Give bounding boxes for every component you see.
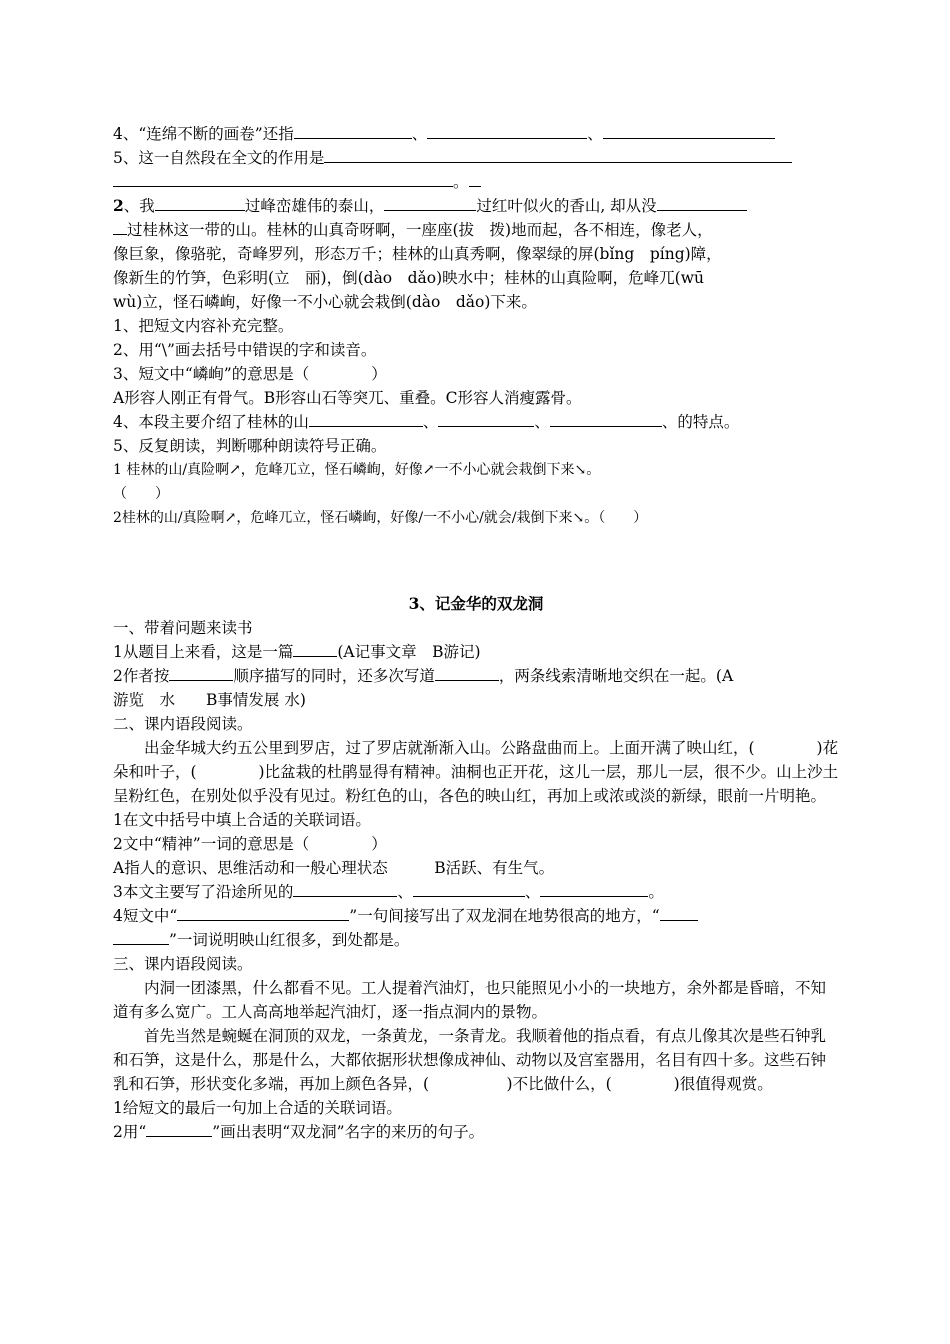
heading-2: 二、课内语段阅读。 <box>113 715 253 733</box>
question-4: 4、本段主要介绍了桂林的山 、 、 、的特点。 <box>113 410 839 434</box>
heading-3: 三、课内语段阅读。 <box>113 955 253 973</box>
answer-blank[interactable] <box>155 194 245 211</box>
answer-blank[interactable] <box>438 410 534 427</box>
answer-blank[interactable] <box>293 880 397 897</box>
question-5-continuation: 。 <box>113 170 839 194</box>
question-b4: 4短文中“ ”一句间接写出了双龙洞在地势很高的地方，“ <box>113 904 839 928</box>
question-4-line: 4、“连绵不断的画卷”还指 、 、 <box>113 122 839 146</box>
question-5-line: 5、这一自然段在全文的作用是 <box>113 146 839 170</box>
question-a1: 1从题目上来看，这是一篇 (A记事文章 B游记) <box>113 640 839 664</box>
answer-blank[interactable] <box>603 122 775 139</box>
answer-blank[interactable] <box>309 410 423 427</box>
reading-paragraph-2: 内洞一团漆黑，什么都看不见。工人提着汽油灯，也只能照见小小的一块地方，余外都是昏暗，不知道有多么宽广。工人高高地举起汽油灯，逐一指点洞内的景物。 <box>113 979 827 1021</box>
passage-2-line-2: 过桂林这一带的山。桂林的山真奇呀啊，一座座(拔 拨)地而起，各不相连，像老人， <box>113 218 839 242</box>
question-1: 1、把短文内容补充完整。 <box>113 317 294 335</box>
reading-option-2: 2桂林的山/真险啊↗，危峰兀立，怪石嶙峋，好像/一不小心/就会/栽倒下来↘。（ ） <box>113 510 648 526</box>
question-b1: 1在文中括号中填上合适的关联词语。 <box>113 811 371 829</box>
answer-blank[interactable] <box>435 664 499 681</box>
heading-1: 一、带着问题来读书 <box>113 619 253 637</box>
question-b4-continuation: ”一词说明映山红很多，到处都是。 <box>113 928 839 952</box>
answer-blank[interactable] <box>550 410 662 427</box>
answer-blank[interactable] <box>540 880 648 897</box>
question-b2-options: A指人的意识、思维活动和一般心理状态 B活跃、有生气。 <box>113 859 555 877</box>
passage-2-line-4: 像新生的竹笋，色彩明(立 丽)，倒(dào dǎo)映水中；桂林的山真险啊，危峰兀(wū <box>113 269 704 287</box>
question-b2: 2文中“精神”一词的意思是（ ） <box>113 835 387 853</box>
answer-blank[interactable] <box>293 640 337 657</box>
answer-blank[interactable] <box>169 664 233 681</box>
answer-blank[interactable] <box>324 146 792 163</box>
answer-blank[interactable] <box>413 880 525 897</box>
passage-2-line-1: 2、我 过峰峦雄伟的泰山， 过红叶似火的香山, 却从没 <box>113 194 839 218</box>
answer-blank[interactable] <box>660 904 698 921</box>
section-3-title: 3、记金华的双龙洞 <box>408 594 544 613</box>
question-a2-continuation: 游览 水 B事情发展 水) <box>113 691 306 709</box>
passage-2-line-5: wù)立，怪石嶙峋，好像一不小心就会栽倒(dào dǎo)下来。 <box>113 293 537 311</box>
question-c1: 1给短文的最后一句加上合适的关联词语。 <box>113 1099 402 1117</box>
answer-blank[interactable] <box>384 194 476 211</box>
reading-paragraph-1: 出金华城大约五公里到罗店，过了罗店就渐渐入山。公路盘曲而上。上面开满了映山红，( )花朵和叶子，( )比盆栽的杜鹃显得有精神。油桐也正开花，这儿一层，那儿一层，很不少。山上沙土呈粉红色，在别处似乎没有见过。粉红色的山，各色的映山红，再加上或浓或淡的新绿，眼前一片明艳。 <box>113 739 839 805</box>
answer-blank[interactable] <box>113 928 169 945</box>
reading-paragraph-3: 首先当然是蜿蜒在洞顶的双龙，一条黄龙，一条青龙。我顺着他的指点看，有点儿像其次是些石钟乳和石笋，这是什么，那是什么，大都依据形状想像成神仙、动物以及宫室器用，名目有四十多。这些石钟乳和石笋，形状变化多端，再加上颜色各异，( )不比做什么，( )很值得观赏。 <box>113 1027 827 1093</box>
question-b3: 3本文主要写了沿途所见的 、 、 。 <box>113 880 839 904</box>
answer-blank[interactable] <box>177 904 349 921</box>
question-5: 5、反复朗读，判断哪种朗读符号正确。 <box>113 437 387 455</box>
answer-blank[interactable] <box>294 122 412 139</box>
reading-option-1: 1 桂林的山/真险啊↗，危峰兀立，怪石嶙峋，好像↗一不小心就会栽倒下来↘。 <box>113 462 601 478</box>
answer-blank[interactable] <box>113 170 453 187</box>
answer-blank[interactable] <box>657 194 747 211</box>
answer-blank[interactable] <box>146 1120 212 1137</box>
worksheet-page <box>113 122 839 1144</box>
question-a2: 2作者按 顺序描写的同时，还多次写道 ，两条线索清晰地交织在一起。(A <box>113 664 839 688</box>
question-c2: 2用“ ”画出表明“双龙洞”名字的来历的句子。 <box>113 1120 839 1144</box>
question-3-options: A形容人刚正有骨气。B形容山石等突兀、重叠。C形容人消瘦露骨。 <box>113 389 582 407</box>
question-3: 3、短文中“嶙峋”的意思是（ ） <box>113 365 387 383</box>
reading-option-1-answer[interactable]: （ ） <box>113 486 169 502</box>
answer-blank[interactable] <box>427 122 587 139</box>
question-2: 2、用“\”画去括号中错误的字和读音。 <box>113 341 377 359</box>
passage-2-line-3: 像巨象，像骆驼，奇峰罗列，形态万千；桂林的山真秀啊，像翠绿的屏(bǐng píng)障， <box>113 245 722 263</box>
